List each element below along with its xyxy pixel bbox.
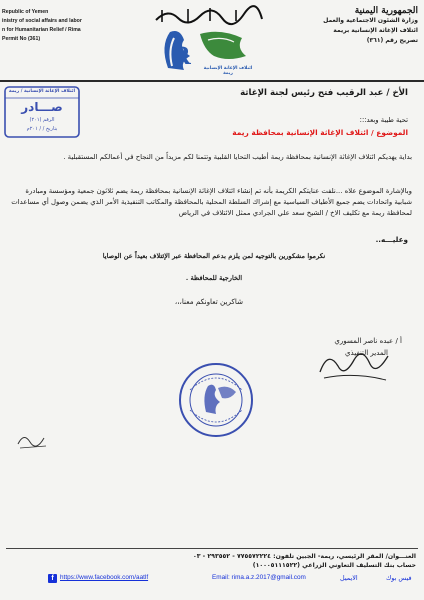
footer-address: العنـــوان/ المقر الرئيسي، ريمة- الجبين تلفون: ٧٧٥٥٧٢٢٢٤ - ٢٩٣٥٥٢ - ٠٣ (192, 553, 416, 560)
body-paragraph-2: وبالإشارة الموضوع علاه ...نلفت عنايتكم الكريمة بأنه تم إنشاء ائتلاف الإغاثة الإنسانية بمحافظة ريمة يضم ثلاثون جمعية ومؤسسة ومبادرة شبابية واتحادات يضم جميع الأطياف السياسية مع إشراك السلطة المحلية بالمحافظة والمكاتب التنفيذية الأمر الذي يضمن وصول أي مساعدات لمحافظة ريمة مع تكليف الاخ / الشيخ سعد علي الجرادي ممثل الائتلاف في الرياض (11, 187, 412, 217)
footer-divider (6, 548, 418, 549)
footer-contact-bar (0, 574, 424, 586)
footer-address-block (0, 552, 416, 570)
header-right-title: الجمهورية اليمنية (354, 6, 418, 16)
greeting: تحية طيبة وبعد::: (359, 116, 408, 124)
footer-bank: حساب بنك التسليف التعاوني الزراعي (١٠٠٠٥١١١٥٢٢) (252, 562, 416, 569)
outgoing-stamp (2, 84, 82, 140)
signer-title: المدير التنفيذي (345, 349, 388, 357)
handwritten-line-2: الخارجية للمحافظة . (185, 274, 243, 282)
handwritten-line-1: نكرموا مشكورين بالتوجيه لمن يلزم بدعم المحافظة عبر الإئتلاف بعيداً عن الوصايا (102, 252, 326, 260)
closing-phrase: وعليـــه.. (375, 235, 408, 244)
header-right-line: ائتلاف الإغاثة الإنسانية بريمة (333, 27, 418, 34)
header-left-line: Republic of Yemen (2, 9, 49, 15)
header-right-line: تصريح رقم (٣٦١) (366, 37, 418, 44)
facebook-icon: f (48, 574, 57, 583)
header-right-line: وزارة الشئون الاجتماعية والعمل (323, 17, 418, 24)
header-right-block (298, 6, 418, 46)
facebook-link[interactable]: https://www.facebook.com/aatlf (60, 574, 149, 581)
logo-caption: ائتلاف الإغاثة الإنسانية ريمة (203, 66, 253, 76)
addressee: الأخ / عبد الرقيب فتح رئيس لجنة الإغاثة (240, 88, 408, 98)
handwritten-date-mark (14, 430, 50, 450)
official-round-seal (176, 360, 256, 440)
subject-line: الموضوع / ائتلاف الإغاثة الإنسانية بمحافظة ريمة (232, 128, 408, 137)
header-left-line: Permit No (361) (2, 36, 41, 42)
facebook-label: فيس بوك (386, 574, 412, 582)
signer-name: أ / عبده ناصر المسوري (334, 337, 402, 345)
email-address[interactable]: Email: rima.a.z.2017@gmail.com (212, 574, 306, 581)
stamp-line-date: بتاريخ / / ٢٠١م (26, 126, 58, 132)
header-left-block (2, 8, 122, 44)
bismillah-calligraphy (148, 4, 268, 26)
stamp-line-number: الرقم (٢٠١) (29, 117, 55, 123)
handwritten-signature (314, 342, 394, 387)
header-divider (0, 80, 424, 82)
stamp-line-top: ائتلاف الإغاثة الإنسانية / ريمة (8, 89, 76, 94)
header-left-line: inistry of social affairs and labor (2, 18, 82, 24)
body-paragraph-1: بداية يهديكم ائتلاف الإغاثة الإنسانية بمحافظة ريمة أطيب التحايا القلبية وتتمنا لكم مزيداً من النجاح في أعمالكم المستقبلية . (63, 153, 412, 161)
header-left-line: n for Humanitarian Relief / Rima (2, 27, 81, 33)
svg-text:R: R (172, 41, 191, 70)
coalition-logo (150, 26, 260, 76)
thanks-line: شاكرين تعاونكم معنا،،، (174, 297, 244, 306)
stamp-line-title: صـــادر (21, 100, 63, 114)
email-label: الايميل (340, 574, 358, 582)
